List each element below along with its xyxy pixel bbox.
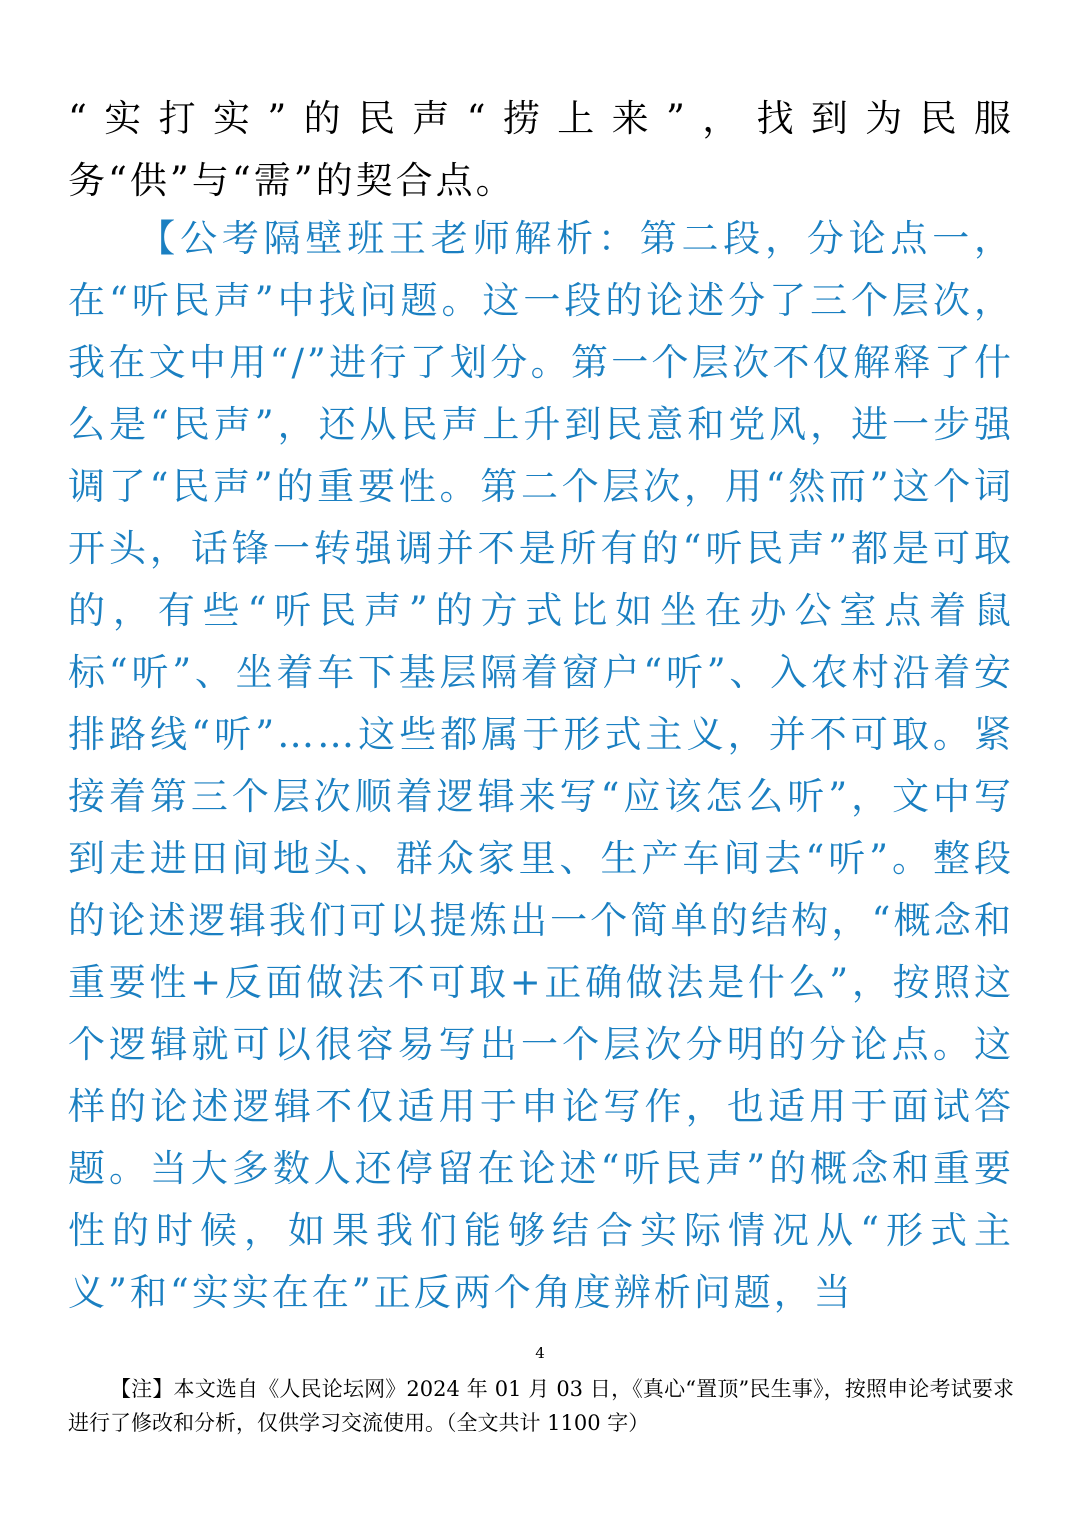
footnote: 【注】本文选自《人民论坛网》2024 年 01 月 03 日，《真心“置顶”民生事》，按照申论考试要求进行了修改和分析，仅供学习交流使用。（全文共计 1100 字） (68, 1377, 1014, 1435)
analysis-paragraph: 【公考隔壁班王老师解析：第二段，分论点一，在“听民声”中找问题。这一段的论述分了三个层次，我在文中用“/”进行了划分。第一个层次不仅解释了什么是“民声”，还从民声上升到民意和党风，进一步强调了“民声”的重要性。第二个层次，用“然而”这个词开头，话锋一转强调并不是所有的“听民声”都是可取的，有些“听民声”的方式比如坐在办公室点着鼠标“听”、坐着车下基层隔着窗户“听”、入农村沿着安排路线“听”……这些都属于形式主义，并不可取。紧接着第三个层次顺着逻辑来写“应该怎么听”，文中写到走进田间地头、群众家里、生产车间去“听”。整段的论述逻辑我们可以提炼出一个简单的结构，“概念和重要性+反面做法不可取+正确做法是什么”，按照这个逻辑就可以很容易写出一个层次分明的分论点。这样的论述逻辑不仅适用于申论写作，也适用于面试答题。当大多数人还停留在论述“听民声”的概念和重要性的时候，如果我们能够结合实际情况从“形式主义”和“实实在在”正反两个角度辨析问题，当 (68, 217, 1014, 1314)
page-number: 4 (535, 1344, 545, 1362)
intro-paragraph: “实打实”的民声“捞上来”，找到为民服务“供”与“需”的契合点。 (68, 97, 1014, 202)
